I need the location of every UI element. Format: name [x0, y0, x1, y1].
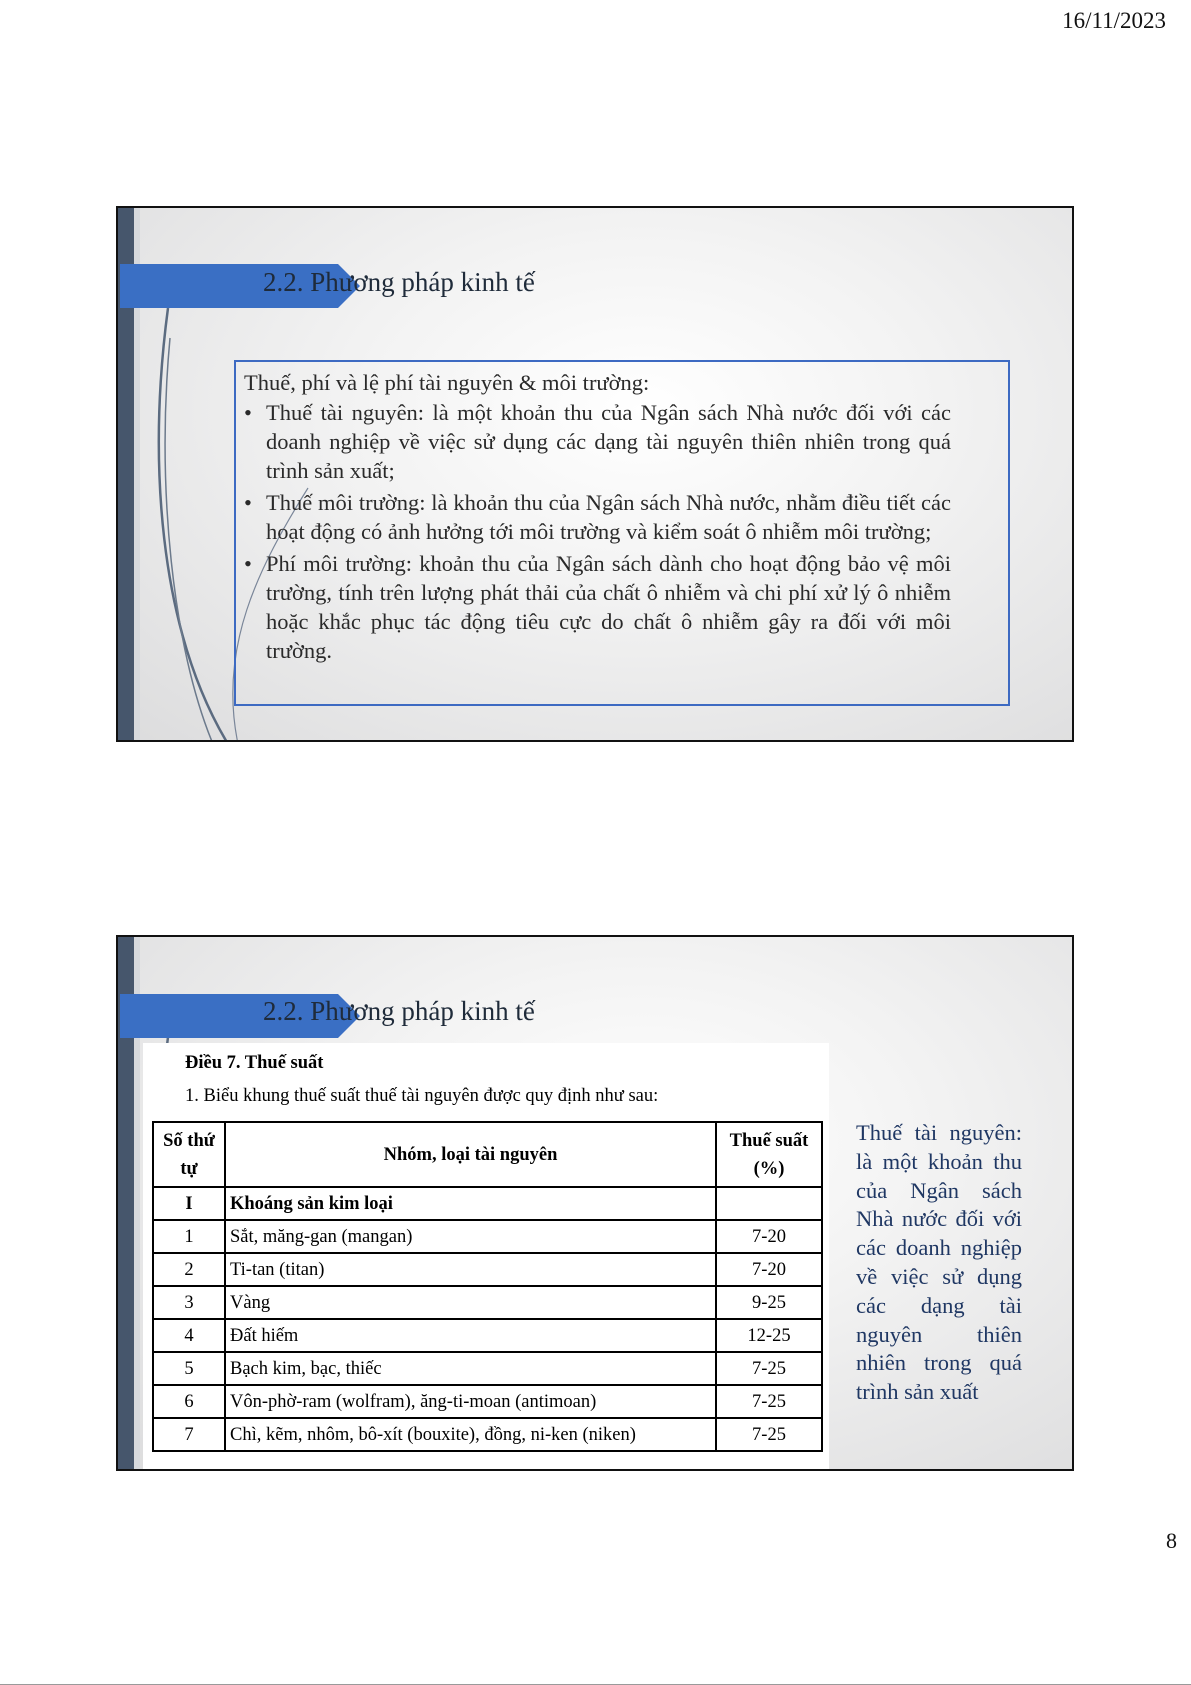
cell-name: Chì, kẽm, nhôm, bô-xít (bouxite), đồng, ni-ken (niken)	[225, 1418, 716, 1451]
table-row	[153, 1220, 822, 1253]
bullet-dot-icon: •	[244, 490, 252, 515]
slide-2	[116, 935, 1074, 1471]
table-row	[153, 1319, 822, 1352]
table-header-row	[153, 1122, 822, 1187]
cell-stt: 4	[153, 1319, 225, 1352]
law-excerpt	[143, 1043, 829, 1471]
cell-rate: 7-25	[716, 1352, 822, 1385]
slide-title: 2.2. Phương pháp kinh tế	[263, 267, 535, 297]
side-note: Thuế tài nguyên: là một khoản thu của Ngân sách Nhà nước đối với các doanh nghiệp về việc sử dụng các dạng tài nguyên thiên nhiên trong quá trình sản xuất	[856, 1120, 1022, 1405]
cell-name: Sắt, măng-gan (mangan)	[225, 1220, 716, 1253]
cell-stt: 5	[153, 1352, 225, 1385]
cell-stt: 3	[153, 1286, 225, 1319]
cell-rate: 7-20	[716, 1220, 822, 1253]
bullet-dot-icon: •	[244, 400, 252, 425]
bullet-text: Thuế tài nguyên: là một khoản thu của Ngân sách Nhà nước đối với các doanh nghiệp về việc sử dụng các dạng tài nguyên thiên nhiên trong quá trình sản xuất;	[266, 400, 951, 483]
cell-rate	[716, 1187, 822, 1220]
bullet-item	[244, 549, 951, 665]
cell-rate: 7-25	[716, 1418, 822, 1451]
table-row	[153, 1418, 822, 1451]
cell-stt: 1	[153, 1220, 225, 1253]
slide-title: 2.2. Phương pháp kinh tế	[263, 996, 535, 1026]
header-name: Nhóm, loại tài nguyên	[225, 1122, 716, 1187]
tax-rate-table	[152, 1121, 823, 1452]
table-row	[153, 1286, 822, 1319]
table-row	[153, 1352, 822, 1385]
cell-rate: 9-25	[716, 1286, 822, 1319]
page-number: 8	[1166, 1528, 1177, 1553]
header-date: 16/11/2023	[1062, 8, 1166, 33]
cell-name: Đất hiếm	[225, 1319, 716, 1352]
cell-stt: 6	[153, 1385, 225, 1418]
cell-stt: 7	[153, 1418, 225, 1451]
cell-stt: 2	[153, 1253, 225, 1286]
cell-rate: 7-25	[716, 1385, 822, 1418]
header-stt: Số thứ tự	[153, 1122, 225, 1187]
info-box	[234, 360, 1010, 706]
cell-name: Vàng	[225, 1286, 716, 1319]
header-rate: Thuế suất (%)	[716, 1122, 822, 1187]
bullet-item	[244, 398, 951, 485]
table-row	[153, 1385, 822, 1418]
cell-rate: 12-25	[716, 1319, 822, 1352]
cell-stt: I	[153, 1187, 225, 1220]
bullet-text: Thuế môi trường: là khoản thu của Ngân sách Nhà nước, nhằm điều tiết các hoạt động có ảnh hưởng tới môi trường và kiểm soát ô nhiễm môi trường;	[266, 490, 951, 544]
box-heading: Thuế, phí và lệ phí tài nguyên & môi trường:	[244, 370, 650, 395]
bullet-item	[244, 488, 951, 546]
bullet-dot-icon: •	[244, 551, 252, 576]
cell-name: Ti-tan (titan)	[225, 1253, 716, 1286]
table-row	[153, 1187, 822, 1220]
cell-name: Vôn-phờ-ram (wolfram), ăng-ti-moan (antimoan)	[225, 1385, 716, 1418]
cell-name: Bạch kim, bạc, thiếc	[225, 1352, 716, 1385]
cell-rate: 7-20	[716, 1253, 822, 1286]
table-row	[153, 1253, 822, 1286]
law-intro: 1. Biểu khung thuế suất thuế tài nguyên được quy định như sau:	[185, 1086, 659, 1106]
bullet-text: Phí môi trường: khoản thu của Ngân sách dành cho hoạt động bảo vệ môi trường, tính trên lượng phát thải của chất ô nhiễm và chi phí xử lý ô nhiễm hoặc khắc phục tác động tiêu cực do chất ô nhiễm gây ra đối với môi trường.	[266, 551, 951, 663]
law-heading: Điều 7. Thuế suất	[185, 1053, 324, 1073]
cell-name: Khoáng sản kim loại	[225, 1187, 716, 1220]
slide-1	[116, 206, 1074, 742]
